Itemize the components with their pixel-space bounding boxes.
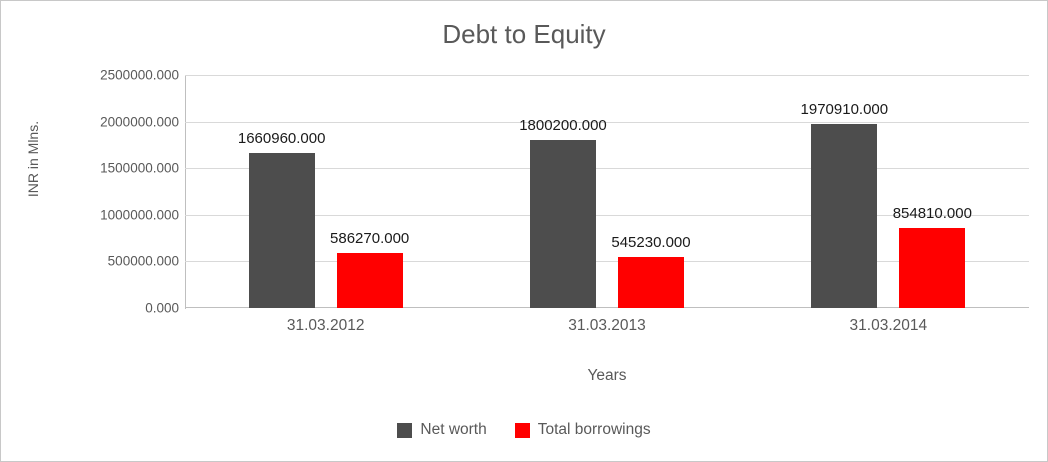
bar-total-borrowings[interactable] [618,257,684,308]
bar-wrap [611,75,691,308]
x-tick-label: 31.03.2012 [286,317,365,334]
bar-value-label: 545230.000 [611,234,691,252]
y-tick-label: 0.000 [145,300,179,316]
legend-swatch-icon [515,423,530,438]
bar-groups [185,75,1029,308]
legend-item-total-borrowings[interactable] [515,421,651,439]
legend-label: Net worth [420,421,487,438]
y-tick-label: 1000000.000 [100,207,179,223]
bar-net-worth[interactable] [249,153,315,308]
bar-net-worth[interactable] [530,140,596,308]
x-tick-label: 31.03.2013 [568,317,646,334]
bar-net-worth[interactable] [811,124,877,308]
bar-wrap [237,75,326,308]
bar-total-borrowings[interactable] [899,228,965,308]
bar-value-label: 854810.000 [892,205,972,223]
y-axis-title: INR in Mlns. [25,120,41,198]
y-tick-label: 500000.000 [107,253,179,269]
bar-value-label: 586270.000 [330,230,410,248]
bar-wrap [892,75,972,308]
legend-item-net-worth[interactable] [397,421,486,439]
x-axis-title: Years [587,367,627,384]
bar-value-label: 1800200.000 [519,117,607,135]
y-tick-label: 2000000.000 [100,114,179,130]
y-tick-label: 1500000.000 [100,160,179,176]
bar-value-label: 1660960.000 [237,130,326,148]
bar-wrap [800,75,889,308]
y-tick-label: 2500000.000 [100,67,179,83]
bar-wrap [519,75,607,308]
bar-group [748,75,1029,308]
x-tick-label: 31.03.2014 [849,317,928,334]
bar-value-label: 1970910.000 [800,101,889,119]
chart-title: Debt to Equity [442,19,606,49]
x-axis-tick-labels [185,317,1029,335]
bar-wrap [330,75,410,308]
legend-label: Total borrowings [537,421,651,438]
legend-swatch-icon [397,423,412,438]
bar-group [185,75,466,308]
chart-legend [1,421,1047,439]
bar-total-borrowings[interactable] [337,253,403,308]
y-axis-tick-labels [61,67,179,316]
bar-group [466,75,747,308]
